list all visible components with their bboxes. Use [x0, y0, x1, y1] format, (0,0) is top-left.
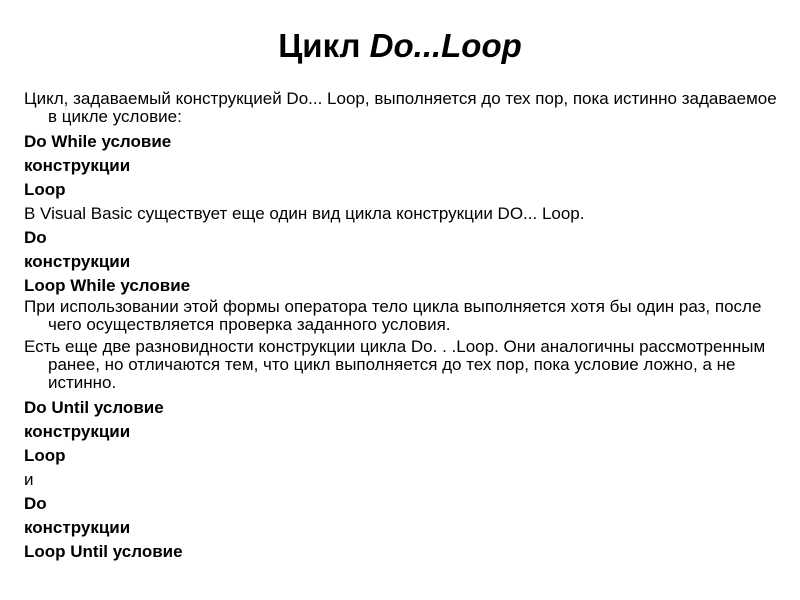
code-line-do: Do [24, 494, 47, 513]
code-line-do-while: Do While условие [24, 132, 172, 151]
code-line-body: конструкции [24, 422, 131, 441]
code-line-loop: Loop [24, 180, 66, 199]
paragraph-another-kind: В Visual Basic существует еще один вид цикла конструкции DO... Loop. [24, 204, 585, 223]
page-title [0, 26, 800, 66]
paragraph-until-variants: Есть еще две разновидности конструкции цикла Do. . .Loop. Они аналогичны рассмотренным ранее, но отличаются тем, что цикл выполняется до тех пор, пока условие ложно, а не истинно. [24, 337, 766, 392]
conjunction-and: и [24, 470, 34, 489]
code-line-do-until: Do Until условие [24, 398, 164, 417]
page-title-prefix: Цикл [278, 27, 370, 64]
code-line-loop: Loop [24, 446, 66, 465]
code-line-loop-until: Loop Until условие [24, 542, 183, 561]
page-title-italic: Do...Loop [369, 27, 522, 64]
code-line-loop-while: Loop While условие [24, 276, 191, 295]
paragraph-intro: Цикл, задаваемый конструкцией Do... Loop, выполняется до тех пор, пока истинно задаваемое в цикле условие: [24, 89, 777, 126]
code-line-body: конструкции [24, 518, 131, 537]
code-line-do: Do [24, 228, 47, 247]
code-line-body: конструкции [24, 156, 131, 175]
document-body [24, 90, 784, 564]
paragraph-post-check: При использовании этой формы оператора тело цикла выполняется хотя бы один раз, после чего осуществляется проверка заданного условия. [24, 297, 762, 334]
code-line-body: конструкции [24, 252, 131, 271]
